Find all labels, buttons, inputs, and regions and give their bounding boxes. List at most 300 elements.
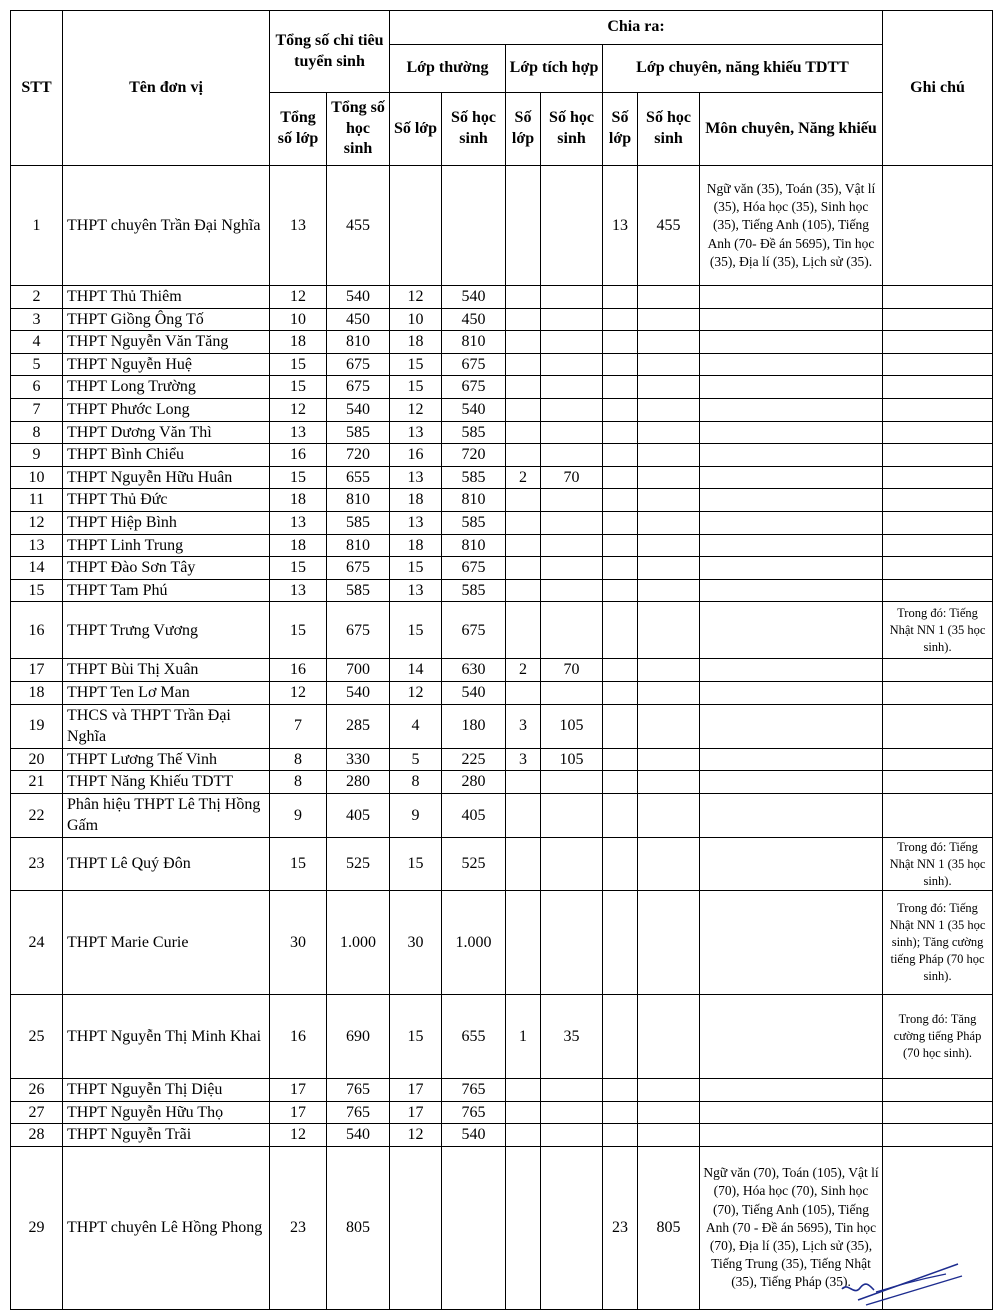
cell-name: THPT Thủ Thiêm <box>63 286 270 309</box>
table-row <box>11 891 993 995</box>
cell-specialized-classes <box>603 579 638 602</box>
cell-name: THPT Thủ Đức <box>63 489 270 512</box>
cell-integrated-students <box>541 534 603 557</box>
cell-regular-classes: 18 <box>390 489 442 512</box>
table-row <box>11 995 993 1079</box>
cell-specialized-subjects <box>700 681 883 704</box>
cell-regular-classes: 13 <box>390 511 442 534</box>
cell-stt: 13 <box>11 534 63 557</box>
cell-regular-classes: 14 <box>390 659 442 682</box>
header-specialized-student-count: Số học sinh <box>638 93 700 166</box>
header-specialized-subjects: Môn chuyên, Năng khiếu <box>700 93 883 166</box>
cell-total-students: 810 <box>327 534 390 557</box>
cell-total-students: 330 <box>327 748 390 771</box>
cell-specialized-classes <box>603 1079 638 1102</box>
table-row <box>11 1079 993 1102</box>
cell-regular-classes <box>390 166 442 286</box>
cell-note <box>883 748 993 771</box>
cell-specialized-students: 805 <box>638 1146 700 1309</box>
cell-specialized-students <box>638 1124 700 1147</box>
cell-stt: 23 <box>11 838 63 891</box>
cell-stt: 2 <box>11 286 63 309</box>
cell-total-classes: 13 <box>270 166 327 286</box>
cell-regular-students: 540 <box>442 398 506 421</box>
cell-regular-students: 1.000 <box>442 891 506 995</box>
cell-integrated-students <box>541 681 603 704</box>
cell-total-classes: 16 <box>270 995 327 1079</box>
cell-total-classes: 8 <box>270 748 327 771</box>
cell-stt: 3 <box>11 308 63 331</box>
cell-name: THPT Phước Long <box>63 398 270 421</box>
cell-note <box>883 489 993 512</box>
cell-specialized-students <box>638 489 700 512</box>
cell-integrated-classes <box>506 602 541 659</box>
cell-specialized-classes <box>603 511 638 534</box>
cell-stt: 17 <box>11 659 63 682</box>
cell-total-classes: 12 <box>270 681 327 704</box>
cell-specialized-students <box>638 1101 700 1124</box>
cell-regular-students: 675 <box>442 376 506 399</box>
cell-note <box>883 331 993 354</box>
cell-name: THPT Nguyễn Huệ <box>63 353 270 376</box>
cell-total-classes: 18 <box>270 534 327 557</box>
cell-total-students: 675 <box>327 602 390 659</box>
cell-stt: 7 <box>11 398 63 421</box>
cell-specialized-subjects <box>700 579 883 602</box>
cell-total-classes: 13 <box>270 511 327 534</box>
cell-specialized-subjects <box>700 421 883 444</box>
cell-stt: 25 <box>11 995 63 1079</box>
cell-regular-classes: 12 <box>390 1124 442 1147</box>
cell-stt: 6 <box>11 376 63 399</box>
table-row <box>11 444 993 467</box>
cell-regular-students: 280 <box>442 771 506 794</box>
cell-total-classes: 12 <box>270 1124 327 1147</box>
cell-total-students: 690 <box>327 995 390 1079</box>
cell-name: THPT Marie Curie <box>63 891 270 995</box>
cell-regular-students: 525 <box>442 838 506 891</box>
cell-total-students: 675 <box>327 353 390 376</box>
cell-regular-classes: 12 <box>390 681 442 704</box>
cell-regular-students <box>442 166 506 286</box>
cell-regular-classes: 8 <box>390 771 442 794</box>
cell-specialized-students <box>638 466 700 489</box>
cell-stt: 10 <box>11 466 63 489</box>
cell-specialized-classes <box>603 557 638 580</box>
cell-stt: 11 <box>11 489 63 512</box>
cell-specialized-subjects <box>700 331 883 354</box>
cell-name: THPT Ten Lơ Man <box>63 681 270 704</box>
cell-specialized-students <box>638 579 700 602</box>
cell-regular-classes: 15 <box>390 353 442 376</box>
table-row <box>11 748 993 771</box>
cell-regular-students: 540 <box>442 681 506 704</box>
cell-stt: 24 <box>11 891 63 995</box>
cell-total-students: 585 <box>327 511 390 534</box>
cell-name: THPT Bùi Thị Xuân <box>63 659 270 682</box>
cell-regular-students: 585 <box>442 421 506 444</box>
cell-total-classes: 17 <box>270 1079 327 1102</box>
cell-stt: 5 <box>11 353 63 376</box>
cell-specialized-classes <box>603 444 638 467</box>
cell-note: Trong đó: Tăng cường tiếng Pháp (70 học sinh). <box>883 995 993 1079</box>
cell-regular-students: 540 <box>442 1124 506 1147</box>
cell-integrated-classes: 1 <box>506 995 541 1079</box>
table-row <box>11 376 993 399</box>
cell-total-students: 675 <box>327 557 390 580</box>
cell-specialized-subjects <box>700 1079 883 1102</box>
header-regular-classes: Lớp thường <box>390 45 506 93</box>
cell-name: THPT Nguyễn Hữu Huân <box>63 466 270 489</box>
cell-integrated-students <box>541 286 603 309</box>
cell-total-students: 285 <box>327 704 390 748</box>
cell-total-students: 700 <box>327 659 390 682</box>
cell-name: THPT chuyên Lê Hồng Phong <box>63 1146 270 1309</box>
cell-stt: 12 <box>11 511 63 534</box>
cell-specialized-subjects <box>700 398 883 421</box>
table-row <box>11 166 993 286</box>
cell-specialized-students <box>638 1079 700 1102</box>
cell-name: THPT Nguyễn Hữu Thọ <box>63 1101 270 1124</box>
cell-total-classes: 16 <box>270 659 327 682</box>
cell-specialized-students <box>638 602 700 659</box>
cell-regular-classes: 30 <box>390 891 442 995</box>
cell-name: THPT Trưng Vương <box>63 602 270 659</box>
cell-total-students: 525 <box>327 838 390 891</box>
cell-note <box>883 286 993 309</box>
cell-total-classes: 16 <box>270 444 327 467</box>
cell-integrated-classes <box>506 579 541 602</box>
table-row <box>11 353 993 376</box>
cell-regular-students: 675 <box>442 353 506 376</box>
cell-specialized-students <box>638 557 700 580</box>
cell-integrated-students <box>541 1124 603 1147</box>
cell-integrated-students <box>541 891 603 995</box>
cell-integrated-students <box>541 166 603 286</box>
cell-specialized-classes <box>603 838 638 891</box>
cell-specialized-subjects <box>700 891 883 995</box>
table-row <box>11 421 993 444</box>
cell-stt: 1 <box>11 166 63 286</box>
cell-specialized-students <box>638 398 700 421</box>
cell-specialized-subjects <box>700 534 883 557</box>
cell-stt: 4 <box>11 331 63 354</box>
cell-regular-classes: 15 <box>390 557 442 580</box>
cell-regular-classes: 4 <box>390 704 442 748</box>
cell-integrated-students <box>541 1146 603 1309</box>
cell-regular-students: 585 <box>442 579 506 602</box>
cell-specialized-classes: 23 <box>603 1146 638 1309</box>
cell-specialized-students <box>638 659 700 682</box>
header-stt: STT <box>11 11 63 166</box>
cell-note <box>883 1124 993 1147</box>
table-row <box>11 704 993 748</box>
cell-note <box>883 376 993 399</box>
cell-specialized-students <box>638 838 700 891</box>
cell-integrated-students: 70 <box>541 659 603 682</box>
cell-regular-classes: 12 <box>390 398 442 421</box>
cell-stt: 21 <box>11 771 63 794</box>
cell-regular-classes: 15 <box>390 602 442 659</box>
cell-specialized-classes <box>603 353 638 376</box>
cell-note <box>883 398 993 421</box>
header-unit-name: Tên đơn vị <box>63 11 270 166</box>
cell-regular-students: 225 <box>442 748 506 771</box>
cell-total-classes: 12 <box>270 286 327 309</box>
cell-regular-students: 720 <box>442 444 506 467</box>
cell-specialized-classes <box>603 681 638 704</box>
cell-note: Trong đó: Tiếng Nhật NN 1 (35 học sinh). <box>883 602 993 659</box>
cell-integrated-students <box>541 376 603 399</box>
cell-specialized-classes <box>603 995 638 1079</box>
cell-regular-classes: 15 <box>390 376 442 399</box>
header-breakdown: Chia ra: <box>390 11 883 45</box>
cell-integrated-classes <box>506 444 541 467</box>
cell-stt: 27 <box>11 1101 63 1124</box>
cell-regular-students: 630 <box>442 659 506 682</box>
cell-total-students: 810 <box>327 489 390 512</box>
cell-total-classes: 13 <box>270 579 327 602</box>
cell-specialized-classes <box>603 398 638 421</box>
cell-stt: 14 <box>11 557 63 580</box>
header-total-students: Tổng số học sinh <box>327 93 390 166</box>
cell-integrated-classes <box>506 489 541 512</box>
cell-integrated-classes: 3 <box>506 748 541 771</box>
cell-integrated-classes <box>506 421 541 444</box>
cell-regular-students: 180 <box>442 704 506 748</box>
cell-specialized-subjects: Ngữ văn (70), Toán (105), Vật lí (70), Hóa học (70), Sinh học (70), Tiếng Anh (105), Tiếng Anh (70 - Đề án 5695), Tin học (70), Địa lí (35), Lịch sử (35), Tiếng Trung (35), Tiếng Nhật (35), Tiếng Pháp (35). <box>700 1146 883 1309</box>
cell-specialized-classes <box>603 704 638 748</box>
cell-regular-classes: 13 <box>390 466 442 489</box>
cell-integrated-classes <box>506 398 541 421</box>
cell-note <box>883 681 993 704</box>
cell-note: Trong đó: Tiếng Nhật NN 1 (35 học sinh); Tăng cường tiếng Pháp (70 học sinh). <box>883 891 993 995</box>
cell-regular-students: 450 <box>442 308 506 331</box>
cell-specialized-subjects <box>700 489 883 512</box>
cell-specialized-students <box>638 353 700 376</box>
cell-integrated-classes <box>506 286 541 309</box>
header-integrated-classes: Lớp tích hợp <box>506 45 603 93</box>
cell-specialized-subjects <box>700 308 883 331</box>
cell-stt: 16 <box>11 602 63 659</box>
cell-specialized-students <box>638 376 700 399</box>
cell-total-classes: 15 <box>270 376 327 399</box>
cell-integrated-students <box>541 489 603 512</box>
cell-name: THPT Tam Phú <box>63 579 270 602</box>
cell-regular-classes: 17 <box>390 1101 442 1124</box>
cell-regular-students: 765 <box>442 1101 506 1124</box>
cell-total-students: 585 <box>327 579 390 602</box>
cell-note <box>883 659 993 682</box>
cell-specialized-classes <box>603 748 638 771</box>
cell-regular-students: 675 <box>442 557 506 580</box>
cell-total-students: 280 <box>327 771 390 794</box>
cell-note <box>883 704 993 748</box>
cell-integrated-students <box>541 421 603 444</box>
cell-specialized-classes <box>603 659 638 682</box>
cell-specialized-subjects <box>700 748 883 771</box>
cell-total-classes: 10 <box>270 308 327 331</box>
cell-integrated-students <box>541 511 603 534</box>
cell-total-classes: 15 <box>270 557 327 580</box>
cell-regular-classes <box>390 1146 442 1309</box>
cell-total-students: 655 <box>327 466 390 489</box>
cell-total-classes: 30 <box>270 891 327 995</box>
table-row <box>11 557 993 580</box>
table-row <box>11 771 993 794</box>
cell-integrated-classes <box>506 1101 541 1124</box>
cell-specialized-students <box>638 681 700 704</box>
cell-integrated-classes <box>506 166 541 286</box>
cell-specialized-subjects <box>700 602 883 659</box>
cell-specialized-subjects <box>700 557 883 580</box>
cell-integrated-classes <box>506 771 541 794</box>
cell-regular-classes: 13 <box>390 421 442 444</box>
cell-specialized-classes <box>603 331 638 354</box>
cell-total-classes: 15 <box>270 602 327 659</box>
cell-total-students: 540 <box>327 1124 390 1147</box>
cell-regular-students: 655 <box>442 995 506 1079</box>
cell-specialized-students <box>638 704 700 748</box>
cell-specialized-subjects <box>700 511 883 534</box>
cell-regular-students: 810 <box>442 534 506 557</box>
cell-specialized-subjects <box>700 286 883 309</box>
table-row <box>11 398 993 421</box>
cell-integrated-students <box>541 771 603 794</box>
cell-specialized-classes <box>603 1124 638 1147</box>
header-regular-class-count: Số lớp <box>390 93 442 166</box>
cell-regular-classes: 18 <box>390 534 442 557</box>
cell-integrated-students <box>541 557 603 580</box>
cell-note <box>883 579 993 602</box>
cell-integrated-students: 105 <box>541 748 603 771</box>
cell-regular-classes: 18 <box>390 331 442 354</box>
cell-note <box>883 466 993 489</box>
cell-specialized-subjects <box>700 838 883 891</box>
cell-name: THPT Đào Sơn Tây <box>63 557 270 580</box>
cell-specialized-students <box>638 308 700 331</box>
cell-total-students: 455 <box>327 166 390 286</box>
cell-integrated-students: 35 <box>541 995 603 1079</box>
cell-name: THPT Nguyễn Văn Tăng <box>63 331 270 354</box>
cell-specialized-subjects <box>700 1124 883 1147</box>
cell-integrated-students <box>541 838 603 891</box>
cell-total-classes: 12 <box>270 398 327 421</box>
cell-integrated-classes <box>506 1124 541 1147</box>
table-row <box>11 489 993 512</box>
cell-regular-students: 765 <box>442 1079 506 1102</box>
cell-stt: 28 <box>11 1124 63 1147</box>
cell-regular-students: 585 <box>442 466 506 489</box>
cell-total-students: 805 <box>327 1146 390 1309</box>
cell-total-students: 765 <box>327 1079 390 1102</box>
cell-specialized-students <box>638 511 700 534</box>
cell-specialized-students <box>638 286 700 309</box>
cell-total-classes: 15 <box>270 353 327 376</box>
cell-name: THPT Nguyễn Thị Diệu <box>63 1079 270 1102</box>
header-notes: Ghi chú <box>883 11 993 166</box>
cell-total-students: 540 <box>327 286 390 309</box>
cell-specialized-classes <box>603 793 638 837</box>
cell-integrated-classes <box>506 681 541 704</box>
cell-stt: 9 <box>11 444 63 467</box>
cell-total-students: 765 <box>327 1101 390 1124</box>
table-row <box>11 602 993 659</box>
cell-regular-students: 675 <box>442 602 506 659</box>
header-total-quota: Tổng số chỉ tiêu tuyển sinh <box>270 11 390 93</box>
cell-note <box>883 444 993 467</box>
cell-name: THCS và THPT Trần Đại Nghĩa <box>63 704 270 748</box>
cell-specialized-students <box>638 771 700 794</box>
cell-total-students: 540 <box>327 398 390 421</box>
cell-specialized-subjects <box>700 444 883 467</box>
cell-name: Phân hiệu THPT Lê Thị Hồng Gấm <box>63 793 270 837</box>
cell-integrated-classes <box>506 534 541 557</box>
cell-regular-students: 405 <box>442 793 506 837</box>
cell-specialized-subjects <box>700 793 883 837</box>
cell-specialized-classes <box>603 489 638 512</box>
cell-name: THPT Nguyễn Trãi <box>63 1124 270 1147</box>
cell-note <box>883 353 993 376</box>
cell-specialized-subjects <box>700 771 883 794</box>
header-specialized-classes: Lớp chuyên, năng khiếu TDTT <box>603 45 883 93</box>
cell-specialized-students <box>638 891 700 995</box>
header-integrated-student-count: Số học sinh <box>541 93 603 166</box>
cell-integrated-students <box>541 353 603 376</box>
cell-specialized-students: 455 <box>638 166 700 286</box>
cell-note <box>883 166 993 286</box>
cell-note <box>883 793 993 837</box>
cell-integrated-classes <box>506 1079 541 1102</box>
cell-total-classes: 9 <box>270 793 327 837</box>
cell-regular-students <box>442 1146 506 1309</box>
table-row <box>11 793 993 837</box>
cell-regular-students: 810 <box>442 331 506 354</box>
cell-integrated-classes <box>506 511 541 534</box>
cell-specialized-students <box>638 421 700 444</box>
cell-stt: 8 <box>11 421 63 444</box>
cell-specialized-subjects <box>700 995 883 1079</box>
cell-total-students: 675 <box>327 376 390 399</box>
cell-name: THPT Linh Trung <box>63 534 270 557</box>
cell-stt: 18 <box>11 681 63 704</box>
cell-name: THPT chuyên Trần Đại Nghĩa <box>63 166 270 286</box>
signature-mark <box>836 1256 966 1308</box>
header-integrated-class-count: Số lớp <box>506 93 541 166</box>
cell-specialized-classes <box>603 891 638 995</box>
cell-name: THPT Giồng Ông Tố <box>63 308 270 331</box>
cell-regular-classes: 12 <box>390 286 442 309</box>
cell-regular-classes: 10 <box>390 308 442 331</box>
cell-integrated-students <box>541 444 603 467</box>
cell-integrated-classes: 3 <box>506 704 541 748</box>
cell-integrated-students <box>541 1101 603 1124</box>
cell-note <box>883 308 993 331</box>
cell-specialized-classes: 13 <box>603 166 638 286</box>
cell-stt: 26 <box>11 1079 63 1102</box>
cell-integrated-classes <box>506 308 541 331</box>
cell-total-students: 540 <box>327 681 390 704</box>
cell-specialized-subjects <box>700 1101 883 1124</box>
header-total-classes: Tổng số lớp <box>270 93 327 166</box>
cell-regular-classes: 17 <box>390 1079 442 1102</box>
table-row <box>11 511 993 534</box>
table-row <box>11 534 993 557</box>
cell-note: Trong đó: Tiếng Nhật NN 1 (35 học sinh). <box>883 838 993 891</box>
cell-integrated-students <box>541 579 603 602</box>
cell-total-classes: 7 <box>270 704 327 748</box>
cell-regular-students: 585 <box>442 511 506 534</box>
